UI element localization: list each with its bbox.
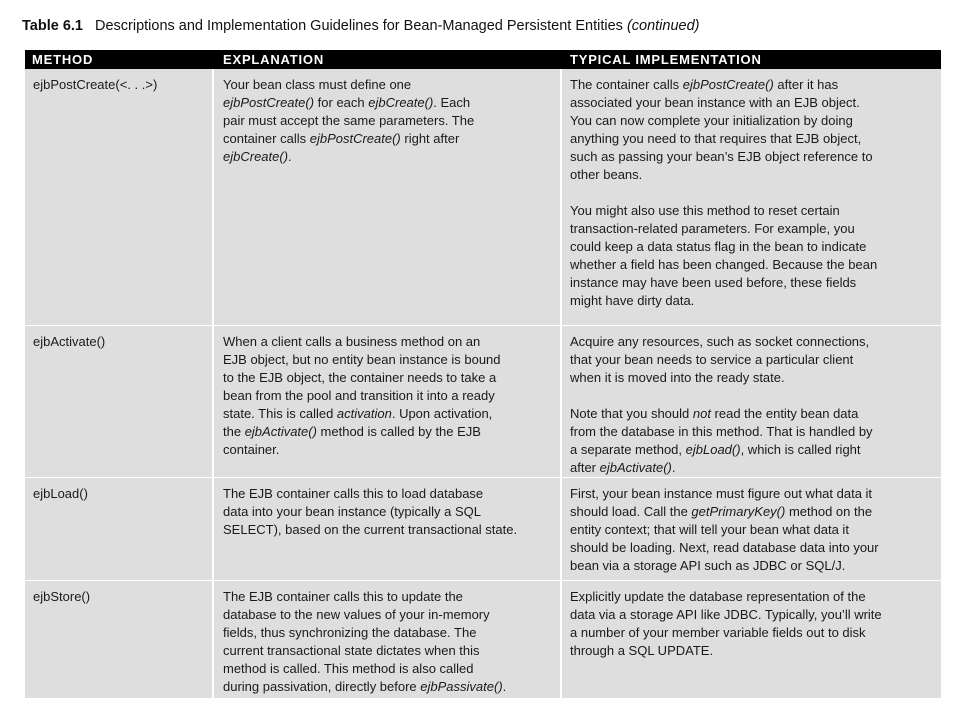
explanation-cell: The EJB container calls this to update the database to the new values of your in-memory fields, thus synchronizing the database. The current transactional state dictates when this method is called. This method is also called during passivation, directly before ejbPassivate(). — [223, 589, 507, 694]
explanation-cell: When a client calls a business method on an EJB object, but no entity bean instance is bound to the EJB object, the container needs to take a bean from the pool and transition it into a ready state. This is called activation. Upon activation, the ejbActivate() method is called by the EJB container. — [223, 334, 501, 457]
implementation-cell — [570, 588, 882, 660]
method-cell: ejbPostCreate(<. . .>) — [33, 77, 158, 92]
implementation-paragraph: Note that you should not read the entity bean data from the database in this method. That is handled by a separate method, ejbLoad(), which is called right after ejbActivate(). — [570, 406, 873, 475]
implementation-cell — [570, 333, 873, 477]
header-method: METHOD — [32, 52, 94, 67]
table-title: Descriptions and Implementation Guidelines for Bean-Managed Persistent Entities — [94, 18, 623, 34]
implementation-paragraph: First, your bean instance must figure out what data it should load. Call the getPrimaryKey() method on the entity context; that will tell your bean what data it should be loading. Next, read database data into your bean via a storage API such as JDBC or SQL/J. — [570, 486, 879, 573]
header-explanation: EXPLANATION — [223, 52, 325, 67]
explanation-cell: The EJB container calls this to load database data into your bean instance (typically a SQL SELECT), based on the current transactional state. — [223, 486, 518, 537]
implementation-paragraph: You might also use this method to reset certain transaction-related parameters. For example, you could keep a data status flag in the bean to indicate whether a field has been changed. Because the bean instance may have been used before, these fields might have dirty data. — [570, 203, 878, 308]
table-title-suffix: (continued) — [626, 18, 700, 34]
method-cell: ejbStore() — [33, 589, 91, 604]
implementation-paragraph: The container calls ejbPostCreate() after it has associated your bean instance with an EJB object. You can now complete your initialization by doing anything you need to that requires that EJB object, such as passing your bean’s EJB object reference to other beans. — [570, 77, 873, 182]
method-cell: ejbLoad() — [33, 486, 88, 501]
table-row — [25, 477, 941, 581]
header-implementation: TYPICAL IMPLEMENTATION — [570, 52, 762, 67]
table-row — [25, 325, 941, 478]
method-cell: ejbActivate() — [33, 334, 106, 349]
implementation-paragraph: Explicitly update the database representation of the data via a storage API like JDBC. Typically, you’ll write a number of your member variable fields out to disk through a SQL UPDATE. — [570, 589, 882, 658]
table-header-row — [25, 50, 941, 69]
guidelines-table — [25, 50, 941, 698]
table-caption — [22, 18, 699, 34]
implementation-cell — [570, 485, 879, 575]
table-number: Table 6.1 — [22, 18, 83, 34]
implementation-cell — [570, 76, 877, 310]
table-row — [25, 580, 941, 699]
implementation-paragraph: Acquire any resources, such as socket connections, that your bean needs to service a particular client when it is moved into the ready state. — [570, 334, 870, 385]
explanation-cell: Your bean class must define one ejbPostCreate() for each ejbCreate(). Each pair must accept the same parameters. The container calls ejbPostCreate() right after ejbCreate(). — [223, 77, 475, 164]
table-row — [25, 69, 941, 325]
